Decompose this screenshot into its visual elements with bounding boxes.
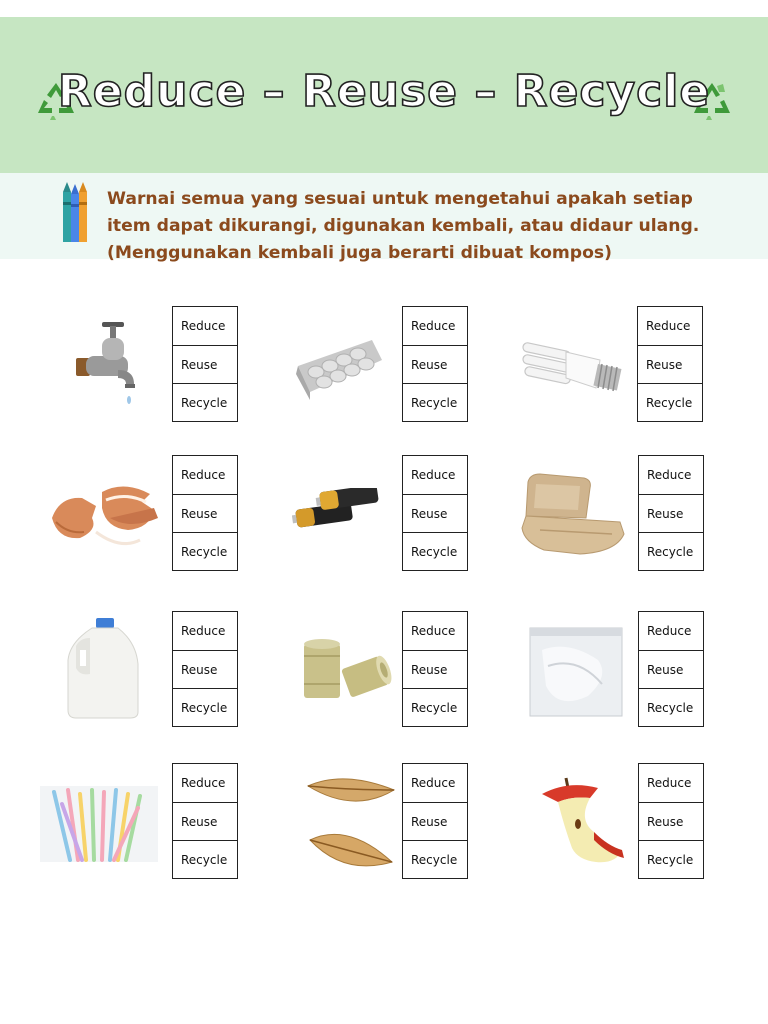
option-recycle[interactable]: Recycle	[403, 383, 467, 421]
option-reuse[interactable]: Reuse	[639, 650, 703, 688]
option-recycle[interactable]: Recycle	[403, 840, 467, 878]
option-recycle[interactable]: Recycle	[173, 840, 237, 878]
choice-box-plastic-bag	[638, 611, 704, 727]
choice-box-eggshell	[172, 455, 238, 571]
option-recycle[interactable]: Recycle	[403, 532, 467, 570]
page-title: Reduce – Reuse – Recycle	[57, 66, 711, 117]
tin-can-icon	[300, 636, 394, 702]
option-recycle[interactable]: Recycle	[173, 532, 237, 570]
option-recycle[interactable]: Recycle	[173, 383, 237, 421]
option-reduce[interactable]: Reduce	[181, 776, 226, 790]
option-reuse[interactable]: Reuse	[403, 345, 467, 383]
option-recycle[interactable]: Recycle	[639, 532, 703, 570]
option-reduce[interactable]: Reduce	[181, 468, 226, 482]
option-reduce[interactable]: Reduce	[411, 319, 456, 333]
option-reuse[interactable]: Reuse	[638, 345, 702, 383]
apple-core-icon	[538, 776, 628, 868]
crayons-icon	[60, 180, 90, 244]
plastic-bag-icon	[528, 626, 624, 718]
option-reduce[interactable]: Reduce	[647, 776, 692, 790]
option-reuse[interactable]: Reuse	[403, 650, 467, 688]
option-reuse[interactable]: Reuse	[173, 650, 237, 688]
option-reuse[interactable]: Reuse	[173, 494, 237, 532]
option-reuse[interactable]: Reuse	[173, 802, 237, 840]
choice-box-milk-jug	[172, 611, 238, 727]
option-reduce[interactable]: Reduce	[647, 468, 692, 482]
option-reuse[interactable]: Reuse	[403, 494, 467, 532]
choice-box-dry-leaves	[402, 763, 468, 879]
option-recycle[interactable]: Recycle	[173, 688, 237, 726]
choice-box-light-bulb	[637, 306, 703, 422]
battery-icon	[292, 488, 384, 538]
option-reuse[interactable]: Reuse	[173, 345, 237, 383]
choice-box-faucet	[172, 306, 238, 422]
dry-leaves-icon	[304, 772, 396, 878]
option-reduce[interactable]: Reduce	[411, 624, 456, 638]
food-container-icon	[520, 470, 628, 560]
egg-carton-icon	[292, 330, 384, 402]
choice-box-egg-carton	[402, 306, 468, 422]
straws-icon	[40, 786, 158, 862]
option-reduce[interactable]: Reduce	[411, 776, 456, 790]
instruction-text: Warnai semua yang sesuai untuk mengetahui apakah setiap item dapat dikurangi, digunakan kembali, atau didaur ulang. (Menggunakan kembali juga berarti dibuat kompos)	[107, 189, 700, 263]
choice-box-food-container	[638, 455, 704, 571]
milk-jug-icon	[66, 616, 142, 720]
option-reuse[interactable]: Reuse	[403, 802, 467, 840]
choice-box-tin-can	[402, 611, 468, 727]
option-recycle[interactable]: Recycle	[639, 688, 703, 726]
faucet-icon	[72, 318, 142, 413]
option-reduce[interactable]: Reduce	[647, 624, 692, 638]
option-recycle[interactable]: Recycle	[638, 383, 702, 421]
option-reduce[interactable]: Reduce	[646, 319, 691, 333]
option-reduce[interactable]: Reduce	[181, 624, 226, 638]
option-reduce[interactable]: Reduce	[181, 319, 226, 333]
choice-box-battery	[402, 455, 468, 571]
choice-box-apple-core	[638, 763, 704, 879]
option-reduce[interactable]: Reduce	[411, 468, 456, 482]
option-recycle[interactable]: Recycle	[403, 688, 467, 726]
light-bulb-icon	[522, 334, 630, 396]
option-recycle[interactable]: Recycle	[639, 840, 703, 878]
choice-box-straws	[172, 763, 238, 879]
eggshell-icon	[50, 478, 160, 550]
option-reuse[interactable]: Reuse	[639, 494, 703, 532]
option-reuse[interactable]: Reuse	[639, 802, 703, 840]
